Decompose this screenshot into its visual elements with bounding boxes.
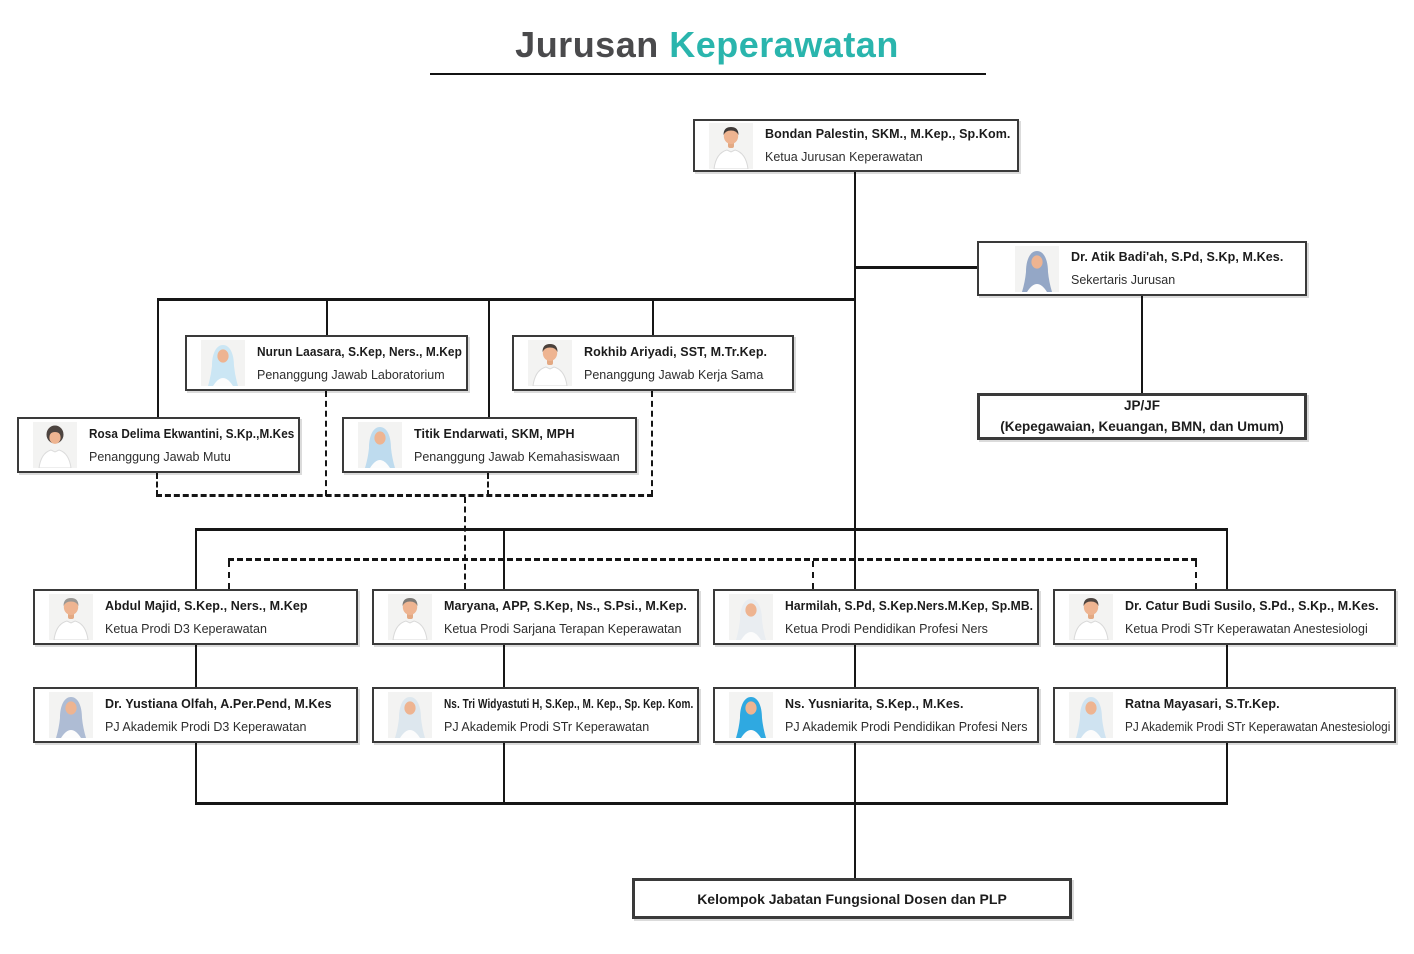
person-photo bbox=[33, 422, 77, 468]
person-photo bbox=[729, 692, 773, 738]
person-photo bbox=[1069, 692, 1113, 738]
person-photo bbox=[49, 692, 93, 738]
org-box-kaprodi-profesi-ners bbox=[713, 589, 1039, 645]
connector-dashed bbox=[464, 497, 466, 589]
connector-dashed bbox=[228, 561, 230, 589]
connector-solid bbox=[854, 743, 856, 803]
connector-solid bbox=[195, 802, 1228, 805]
person-name: Rokhib Ariyadi, SST, M.Tr.Kep. bbox=[584, 344, 768, 359]
connector-solid bbox=[157, 301, 159, 417]
connector-solid bbox=[195, 531, 197, 589]
org-box-ketua-jurusan bbox=[693, 119, 1019, 172]
connector-solid bbox=[488, 301, 490, 417]
connector-solid bbox=[1226, 531, 1228, 589]
person-role: Sekertaris Jurusan bbox=[1071, 273, 1176, 287]
org-box-pja-str bbox=[372, 687, 699, 743]
org-box-pja-profesi-ners bbox=[713, 687, 1039, 743]
person-role: Penanggung Jawab Kemahasiswaan bbox=[414, 449, 620, 464]
person-name: Bondan Palestin, SKM., M.Kep., Sp.Kom. bbox=[765, 127, 1011, 141]
org-box-pja-d3 bbox=[33, 687, 358, 743]
org-box-kelompok-fungsional bbox=[632, 878, 1072, 919]
org-box-sekretaris-jurusan bbox=[977, 241, 1307, 296]
connector-solid bbox=[326, 301, 328, 335]
connector-solid bbox=[195, 743, 197, 803]
connector-solid bbox=[1226, 645, 1228, 687]
org-box-kaprodi-d3 bbox=[33, 589, 358, 645]
person-name: Ratna Mayasari, S.Tr.Kep. bbox=[1125, 696, 1280, 711]
person-role: Ketua Jurusan Keperawatan bbox=[765, 150, 923, 164]
org-box-jp-jf bbox=[977, 393, 1307, 440]
person-photo bbox=[528, 340, 572, 386]
connector-solid bbox=[503, 743, 505, 803]
connector-solid bbox=[854, 805, 856, 878]
connector-dashed bbox=[487, 473, 489, 496]
connector-solid bbox=[503, 645, 505, 687]
person-photo bbox=[1015, 246, 1059, 292]
title-word-keperawatan: Keperawatan bbox=[669, 24, 899, 65]
connector-solid bbox=[1141, 296, 1143, 393]
connector-dashed bbox=[325, 391, 327, 496]
person-name: Ns. Yusniarita, S.Kep., M.Kes. bbox=[785, 696, 964, 711]
person-role: PJ Akademik Prodi Pendidikan Profesi Ners bbox=[785, 719, 1028, 734]
connector-solid bbox=[854, 266, 978, 269]
person-name: Titik Endarwati, SKM, MPH bbox=[414, 426, 575, 441]
org-box-pj-kerja-sama bbox=[512, 335, 794, 391]
connector-solid bbox=[854, 645, 856, 687]
person-role: Ketua Prodi STr Keperawatan Anestesiologi bbox=[1125, 621, 1368, 636]
unit-title: Kelompok Jabatan Fungsional Dosen dan PLP bbox=[697, 890, 1007, 907]
unit-title: JP/JF bbox=[1123, 397, 1161, 413]
person-photo bbox=[1069, 594, 1113, 640]
org-box-kaprodi-str-anestesiologi bbox=[1053, 589, 1396, 645]
connector-dashed bbox=[1195, 561, 1197, 589]
org-box-pj-kemahasiswaan bbox=[342, 417, 637, 473]
connector-solid bbox=[1226, 743, 1228, 803]
title-word-jurusan: Jurusan bbox=[515, 24, 659, 65]
org-box-pj-laboratorium bbox=[185, 335, 468, 391]
org-box-kaprodi-sarjana-terapan bbox=[372, 589, 699, 645]
page-title bbox=[0, 24, 1414, 66]
person-photo bbox=[201, 340, 245, 386]
title-underline bbox=[430, 73, 986, 75]
connector-dashed bbox=[156, 473, 158, 496]
person-name: Maryana, APP, S.Kep, Ns., S.Psi., M.Kep. bbox=[444, 598, 687, 613]
connector-dashed bbox=[812, 561, 814, 589]
person-photo bbox=[49, 594, 93, 640]
person-photo bbox=[388, 692, 432, 738]
person-role: PJ Akademik Prodi STr Keperawatan bbox=[444, 719, 650, 734]
person-role: Penanggung Jawab Mutu bbox=[89, 449, 231, 464]
person-name: Abdul Majid, S.Kep., Ners., M.Kep bbox=[105, 598, 308, 613]
person-name: Rosa Delima Ekwantini, S.Kp.,M.Kes bbox=[89, 426, 295, 441]
person-role: PJ Akademik Prodi D3 Keperawatan bbox=[105, 719, 307, 734]
person-name: Harmilah, S.Pd, S.Kep.Ners.M.Kep, Sp.MB. bbox=[785, 598, 1034, 613]
connector-solid bbox=[854, 172, 856, 589]
person-name: Ns. Tri Widyastuti H, S.Kep., M. Kep., Sp. Kep. Kom. bbox=[444, 696, 694, 711]
person-role: Penanggung Jawab Laboratorium bbox=[257, 367, 445, 382]
person-photo bbox=[709, 123, 753, 169]
connector-solid bbox=[652, 301, 654, 335]
org-box-pj-mutu bbox=[17, 417, 300, 473]
person-name: Nurun Laasara, S.Kep, Ners., M.Kep bbox=[257, 344, 462, 359]
person-role: Penanggung Jawab Kerja Sama bbox=[584, 367, 764, 382]
connector-dashed bbox=[228, 558, 1197, 561]
org-box-pja-str-anestesiologi bbox=[1053, 687, 1396, 743]
connector-dashed bbox=[651, 391, 653, 496]
person-name: Dr. Catur Budi Susilo, S.Pd., S.Kp., M.Kes. bbox=[1125, 598, 1379, 613]
person-photo bbox=[358, 422, 402, 468]
connector-solid bbox=[195, 528, 1228, 531]
person-name: Dr. Yustiana Olfah, A.Per.Pend, M.Kes bbox=[105, 696, 332, 711]
person-role: Ketua Prodi Pendidikan Profesi Ners bbox=[785, 621, 988, 636]
person-role: Ketua Prodi Sarjana Terapan Keperawatan bbox=[444, 621, 682, 636]
person-photo bbox=[729, 594, 773, 640]
person-name: Dr. Atik Badi'ah, S.Pd, S.Kp, M.Kes. bbox=[1071, 250, 1284, 264]
person-photo bbox=[388, 594, 432, 640]
person-role: Ketua Prodi D3 Keperawatan bbox=[105, 621, 267, 636]
person-role: PJ Akademik Prodi STr Keperawatan Anestesiologi bbox=[1125, 719, 1391, 734]
connector-solid bbox=[195, 645, 197, 687]
unit-subtitle: (Kepegawaian, Keuangan, BMN, dan Umum) bbox=[1000, 418, 1284, 434]
connector-dashed bbox=[156, 494, 653, 497]
connector-solid bbox=[157, 298, 856, 301]
